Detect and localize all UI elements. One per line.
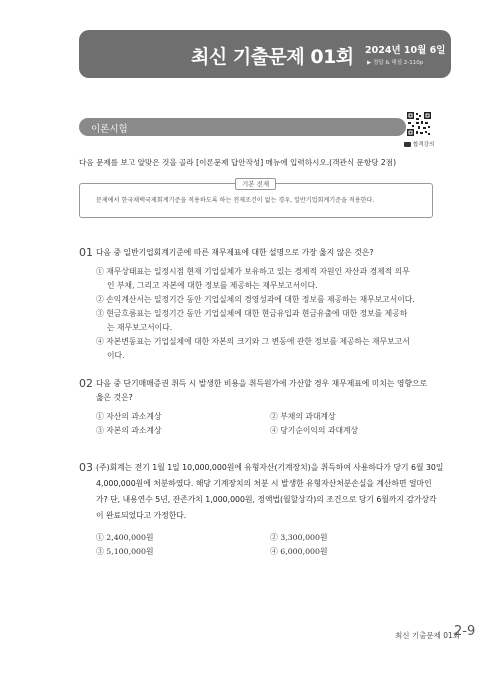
- premise-text: 문제에서 한국채택국제회계기준을 적용하도록 하는 전제조건이 없는 경우, 일반기업회계기준을 적용한다.: [96, 197, 375, 204]
- question-text: 다음 중 일반기업회계기준에 따른 재무제표에 대한 설명으로 가장 옳지 않은 것은?: [96, 248, 374, 257]
- question-text: 가? 단, 내용연수 5년, 잔존가치 1,000,000원, 정액법(월할상각)의 조건으로 당기 6월까지 감가상각: [96, 495, 437, 504]
- section-bar: [79, 118, 406, 136]
- question-number: 02: [79, 377, 93, 390]
- chapter-title: 최신 기출문제 01회: [191, 46, 354, 68]
- option-3: ③ 5,100,000원: [96, 547, 154, 556]
- question-text: 다음 중 단기매매증권 취득 시 발생한 비용을 취득원가에 가산할 경우 재무제표에 미치는 영향으로: [96, 379, 428, 388]
- answer-page-ref: ▶ 정답 & 해설 2-110p: [367, 60, 424, 66]
- chapter-header: [79, 30, 451, 78]
- lecture-label: 합격강의: [413, 142, 435, 148]
- question-text: (주)회계는 전기 1월 1일 10,000,000원에 유형자산(기계장치)을 취득하여 사용하다가 당기 6월 30일: [96, 463, 444, 472]
- option-line: 이다.: [107, 351, 125, 360]
- option-1: ① 2,400,000원: [96, 533, 154, 542]
- option-4: ④ 6,000,000원: [270, 547, 328, 556]
- premise-tag: 기본 전제: [235, 178, 276, 190]
- option-1: ① 자산의 과소계상: [96, 412, 162, 421]
- question-number: 03: [79, 461, 93, 474]
- option-2: ② 3,300,000원: [270, 533, 328, 542]
- question-text: 이 완료되었다고 가정한다.: [96, 511, 187, 520]
- option-line: ② 손익계산서는 일정기간 동안 기업실체의 경영성과에 대한 정보를 제공하는 재무보고서이다.: [96, 295, 415, 304]
- option-line: ③ 현금흐름표는 일정기간 동안 기업실체에 대한 현금유입과 현금유출에 대한 정보를 제공하: [96, 309, 408, 318]
- question-number: 01: [79, 246, 93, 259]
- option-line: 는 재무보고서이다.: [107, 323, 173, 332]
- lecture-link[interactable]: [404, 140, 434, 148]
- question-text: 옳은 것은?: [96, 393, 133, 402]
- exam-date: 2024년 10월 6일: [365, 45, 446, 56]
- option-2: ② 부채의 과대계상: [270, 412, 336, 421]
- page-number: 2-9: [454, 624, 476, 639]
- question-text: 4,000,000원에 처분하였다. 해당 기계장치의 처분 시 발생한 유형자산처분손실을 계산하면 얼마인: [96, 479, 432, 488]
- footer-text: 최신 기출문제 01회: [395, 631, 461, 640]
- instruction-text: 다음 문제를 보고 알맞은 것을 골라 [이론문제 답안작성] 메뉴에 입력하시오.(객관식 문항당 2점): [79, 158, 397, 167]
- option-line: 인 부채, 그리고 자본에 대한 정보를 제공하는 재무보고서이다.: [107, 281, 318, 290]
- option-line: ④ 자본변동표는 기업실체에 대한 자본의 크기와 그 변동에 관한 정보를 제공하는 재무보고서: [96, 337, 410, 346]
- play-icon: [404, 142, 411, 147]
- option-3: ③ 자본의 과소계상: [96, 426, 162, 435]
- qr-code-icon[interactable]: [406, 111, 432, 137]
- option-line: ① 재무상태표는 일정시점 현재 기업실체가 보유하고 있는 경제적 자원인 자산과 경제적 의무: [96, 267, 410, 276]
- section-label: 이론시험: [91, 124, 128, 135]
- option-4: ④ 당기순이익의 과대계상: [270, 426, 359, 435]
